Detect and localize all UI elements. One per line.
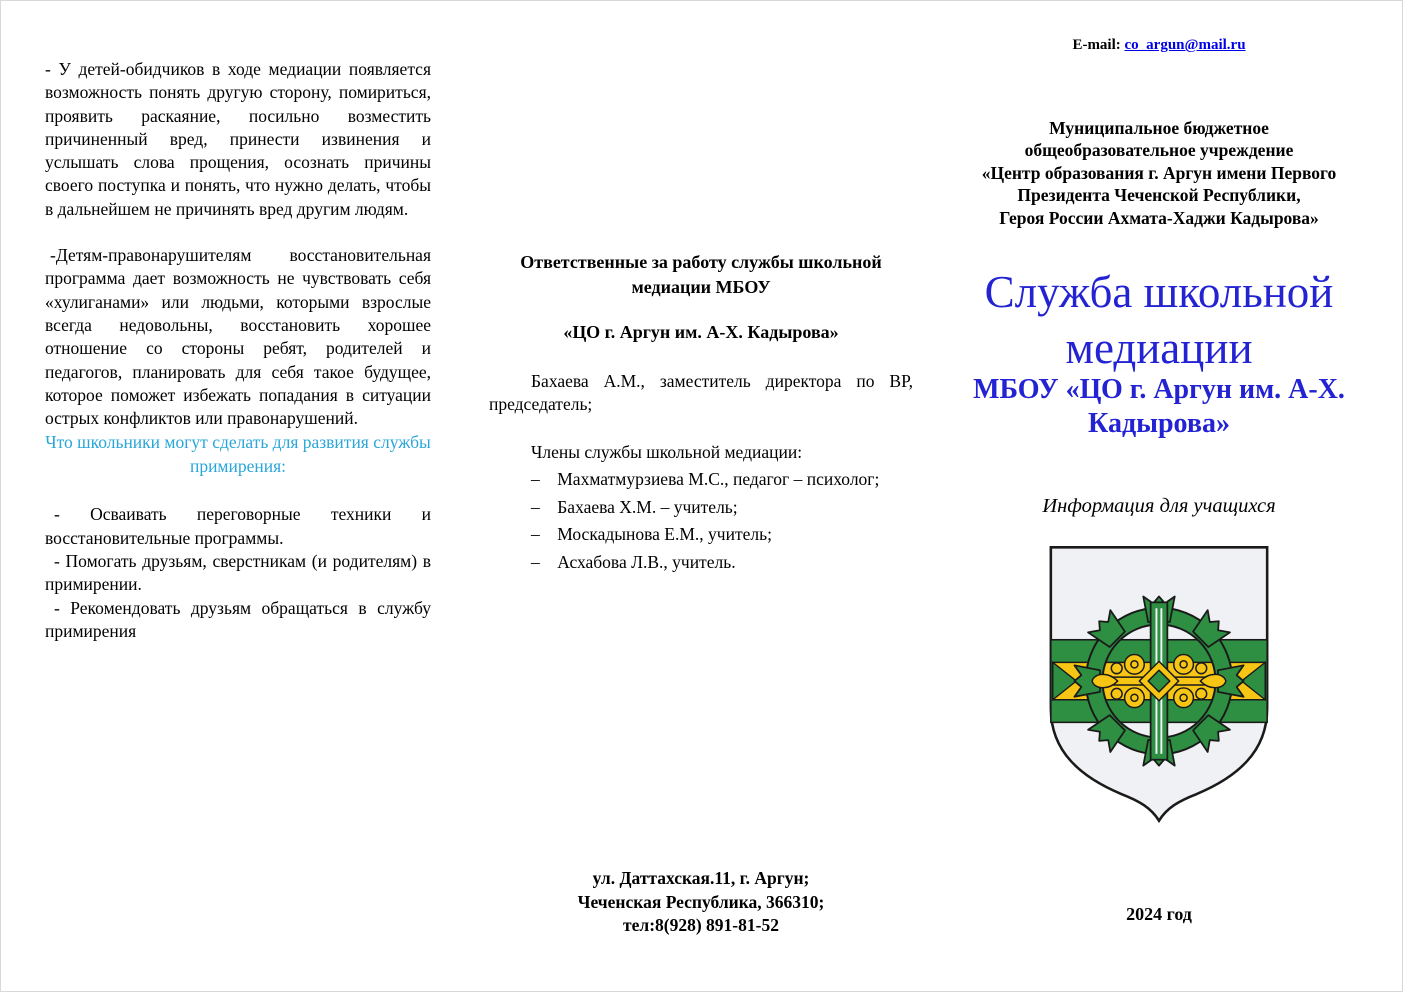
org-name-line: Муниципальное бюджетное: [1049, 118, 1269, 138]
address-line: ул. Даттахская.11, г. Аргун;: [592, 868, 810, 888]
paragraph-children-offenders: - У детей-обидчиков в ходе медиации появляется возможность понять другую сторону, помириться, проявить раскаяние, посильно возместить причиненный вред, принести извинения и услышать слова прощения, осознать причины своего поступка и понять, что нужно делать, чтобы в дальнейшем не причинять вред другим людям.: [45, 59, 431, 219]
paragraph-children-delinquents: -Детям-правонарушителям восстановительная программа дает возможность не чувствовать себя «хулиганами» или людьми, которыми взрослые всегда недовольны, восстановить хорошее отношение со стороны ребят, родителей и педагогов, планировать для себя такое будущее, которое поможет избежать попадания в ситуации острых конфликтов или правонарушений.: [45, 245, 431, 429]
member-item: – Махматмурзиева М.С., педагог – психолог;: [531, 469, 880, 489]
org-name-line: Героя России Ахмата-Хаджи Кадырова»: [999, 207, 1319, 228]
organization-name: [954, 117, 1364, 229]
page-subtitle-school: МБОУ «ЦО г. Аргун им. А-Х. Кадырова»: [973, 374, 1345, 439]
bullet-item: - Осваивать переговорные техники и восстановительные программы.: [45, 504, 431, 548]
org-name-line: «Центр образования г. Аргун имени Первого: [981, 162, 1337, 183]
member-item: – Бахаева Х.М. – учитель;: [531, 496, 738, 517]
bullet-list: [45, 503, 431, 643]
left-column: [45, 58, 431, 643]
argun-coat-of-arms-image: [1041, 539, 1277, 829]
member-item: – Москадынова Е.М., учитель;: [531, 524, 772, 544]
member-item: – Асхабова Л.В., учитель.: [531, 551, 736, 572]
page-title: Служба школьной медиации: [984, 267, 1334, 373]
address-line: Чеченская Республика, 366310;: [577, 891, 825, 912]
responsibles-heading: Ответственные за работу службы школьной медиации МБОУ: [520, 252, 882, 297]
address-block: [489, 867, 913, 938]
email-line: [954, 37, 1364, 54]
audience-note: Информация для учащихся: [1042, 495, 1276, 517]
email-label: E-mail:: [1072, 37, 1125, 53]
year-label: 2024 год: [1126, 904, 1192, 924]
bullet-item: - Помогать друзьям, сверстникам (и родителям) в примирении.: [45, 551, 431, 595]
chair-person: Бахаева А.М., заместитель директора по ВР, председатель;: [489, 370, 913, 414]
org-name-line: Президента Чеченской Республики,: [1017, 185, 1301, 206]
email-link[interactable]: co_argun@mail.ru: [1124, 37, 1246, 53]
school-short-name: «ЦО г. Аргун им. А-Х. Кадырова»: [563, 322, 839, 342]
left-column-heading: Что школьники могут сделать для развития службы примирения:: [45, 432, 431, 477]
middle-column: [489, 250, 913, 574]
address-line: тел:8(928) 891-81-52: [623, 915, 779, 935]
members-label: Члены службы школьной медиации:: [531, 441, 803, 462]
bullet-item: - Рекомендовать друзьям обращаться в службу примирения: [45, 597, 431, 641]
org-name-line: общеобразовательное учреждение: [1024, 140, 1294, 161]
